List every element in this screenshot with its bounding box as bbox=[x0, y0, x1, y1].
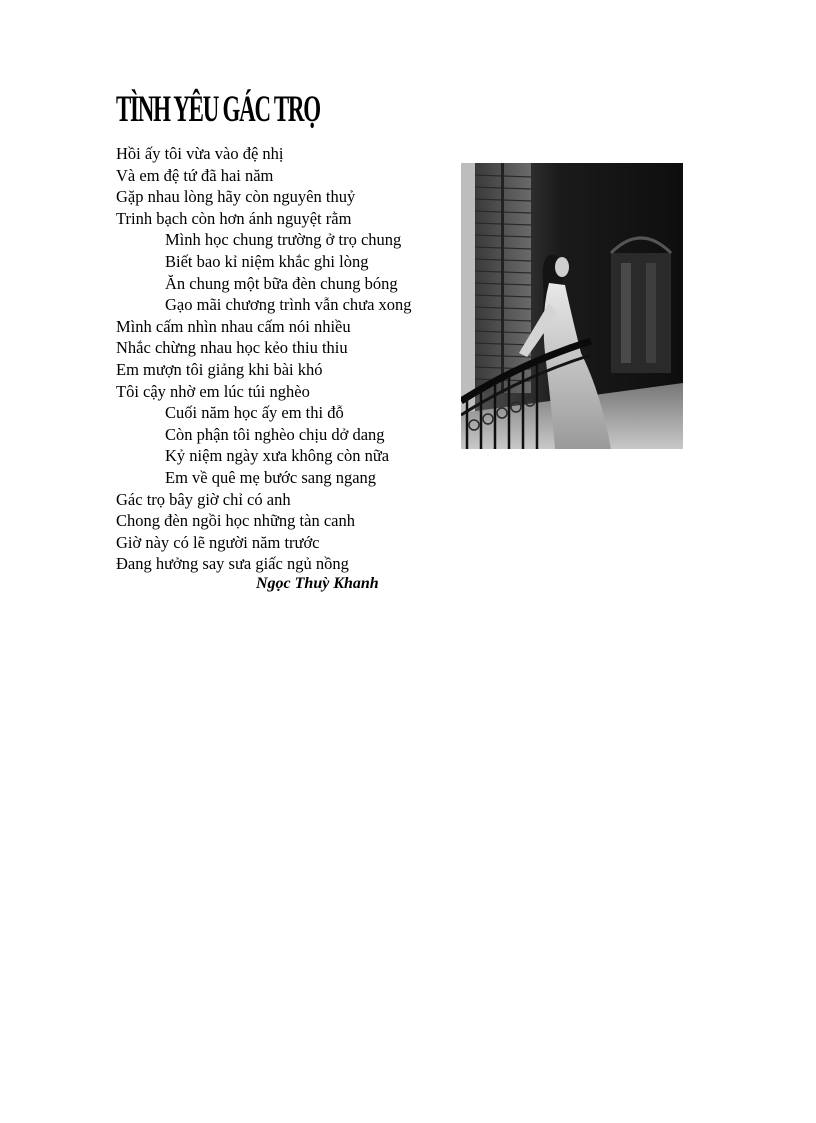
poem-line: Mình cấm nhìn nhau cấm nói nhiều bbox=[116, 316, 351, 336]
poem-line: Kỷ niệm ngày xưa không còn nữa bbox=[165, 446, 390, 466]
poem-line: Đang hưởng say sưa giấc ngủ nồng bbox=[116, 554, 349, 574]
poem-line: Hồi ấy tôi vừa vào đệ nhị bbox=[116, 144, 284, 163]
poem-line: Và em đệ tứ đã hai năm bbox=[116, 165, 274, 185]
poem-line: Em về quê mẹ bước sang ngang bbox=[165, 467, 377, 487]
poem-author: Ngọc Thuỳ Khanh bbox=[256, 575, 379, 592]
poem-title: TÌNH YÊU GÁC TRỌ bbox=[116, 89, 320, 130]
poem-line: Gạo mãi chương trình vẫn chưa xong bbox=[165, 295, 412, 315]
poem-line: Ăn chung một bữa đèn chung bóng bbox=[165, 273, 398, 293]
poem-line: Em mượn tôi giảng khi bài khó bbox=[116, 359, 323, 379]
poem-line: Còn phận tôi nghèo chịu dở dang bbox=[165, 424, 385, 444]
woman-on-balcony-photo bbox=[461, 163, 683, 449]
poem-line: Trinh bạch còn hơn ánh nguyệt rằm bbox=[116, 208, 352, 228]
poem-line: Chong đèn ngồi học những tàn canh bbox=[116, 511, 355, 531]
poem-line: Gặp nhau lòng hãy còn nguyên thuỷ bbox=[116, 187, 356, 207]
poem-line: Mình học chung trường ở trọ chung bbox=[165, 230, 402, 250]
poem-line: Biết bao kỉ niệm khắc ghi lòng bbox=[165, 251, 369, 271]
poem-line: Cuối năm học ấy em thi đỗ bbox=[165, 403, 344, 423]
poem-body bbox=[116, 143, 461, 575]
poem-line: Tôi cậy nhờ em lúc túi nghèo bbox=[116, 381, 310, 401]
poem-line: Gác trọ bây giờ chỉ có anh bbox=[116, 489, 291, 509]
poem-line: Nhắc chừng nhau học kẻo thiu thiu bbox=[116, 338, 348, 358]
poem-line: Giờ này có lẽ người năm trước bbox=[116, 532, 320, 552]
